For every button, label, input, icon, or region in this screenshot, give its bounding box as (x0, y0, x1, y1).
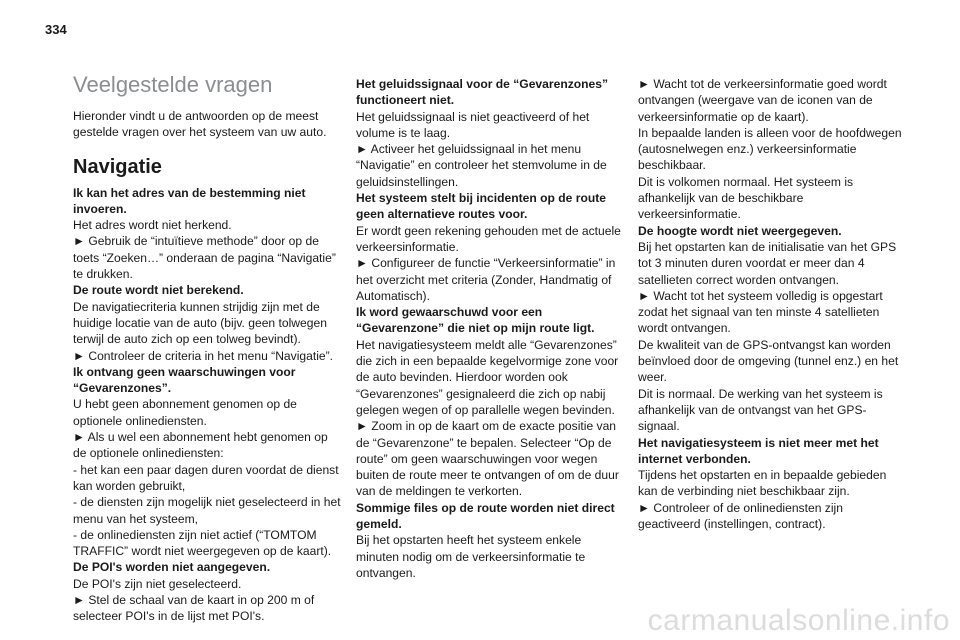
answer-text: Dit is normaal. De werking van het systeem is afhankelijk van de ontvangst van het GPS-signaal. (638, 386, 883, 434)
question-heading: Het systeem stelt bij incidenten op de route geen alternatieve routes voor. (356, 191, 606, 222)
page-number: 334 (45, 22, 67, 37)
answer-text: ► Zoom in op de kaart om de exacte positie van de “Gevarenzone” te bepalen. Selecteer “Op de route” om geen waarschuwingen voor wegen buiten de route meer te ontvangen of om de duur van de meldingen te verkorten. (356, 419, 619, 499)
answer-text: Tijdens het opstarten en in bepaalde gebieden kan de verbinding niet beschikbaar zijn. (638, 468, 887, 499)
answer-text: Bij het opstarten heeft het systeem enkele minuten nodig om de verkeersinformatie te ontvangen. (356, 533, 586, 580)
answer-text: - het kan een paar dagen duren voordat de dienst kan worden gebruikt, (73, 462, 339, 493)
answer-text: Het adres wordt niet herkend. (73, 218, 232, 233)
answer-text: De kwaliteit van de GPS-ontvangst kan worden beïnvloed door de omgeving (tunnel enz.) en het weer. (638, 337, 899, 385)
answer-text: Dit is volkomen normaal. Het systeem is afhankelijk van de beschikbare verkeersinformatie. (638, 174, 854, 222)
column-1-body (73, 185, 341, 625)
answer-text: De navigatiecriteria kunnen strijdig zijn met de huidige locatie van de auto (bijv. geen tolwegen terwijl de auto zich op een tolweg bevindt). (73, 299, 327, 347)
answer-text: ► Als u wel een abonnement hebt genomen op de optionele onlinediensten: (73, 430, 328, 461)
column-1 (73, 72, 341, 625)
question-heading: Het navigatiesysteem is niet meer met het internet verbonden. (638, 435, 879, 466)
answer-text: In bepaalde landen is alleen voor de hoofdwegen (autosnelwegen enz.) verkeersinformatie beschikbaar. (638, 125, 902, 173)
answer-text: Het geluidssignaal is niet geactiveerd of het volume is te laag. (356, 109, 590, 140)
question-heading: De route wordt niet berekend. (73, 283, 244, 298)
question-heading: Het geluidssignaal voor de “Gevarenzones” functioneert niet. (356, 77, 609, 108)
question-heading: Ik word gewaarschuwd voor een “Gevarenzone” die niet op mijn route ligt. (356, 305, 595, 336)
question-heading: Sommige files op de route worden niet direct gemeld. (356, 500, 615, 532)
answer-text: De POI's zijn niet geselecteerd. (73, 576, 242, 591)
navigation-heading: Navigatie (73, 155, 162, 178)
answer-text: - de diensten zijn mogelijk niet geselecteerd in het menu van het systeem, (73, 495, 341, 526)
column-2 (356, 76, 624, 581)
answer-text: ► Wacht tot het systeem volledig is opgestart zodat het signaal van ten minste 4 satellieten wordt ontvangen. (638, 288, 883, 336)
question-heading: De hoogte wordt niet weergegeven. (638, 223, 842, 238)
answer-text: ► Configureer de functie “Verkeersinformatie” in het overzicht met criteria (Zonder, Handmatig of Automatisch). (356, 256, 616, 303)
page-header (0, 0, 960, 58)
question-heading: Ik kan het adres van de bestemming niet invoeren. (73, 185, 306, 216)
answer-text: Bij het opstarten kan de initialisatie van het GPS tot 3 minuten duren voordat er meer dan 4 satellieten correct worden ontvangen. (638, 239, 897, 287)
intro-text: Hieronder vindt u de antwoorden op de meest gestelde vragen over het systeem van uw auto. (73, 109, 327, 140)
column-3-body (638, 76, 908, 532)
watermark: carmanualsonline.info (647, 604, 950, 637)
answer-text: ► Wacht tot de verkeersinformatie goed wordt ontvangen (weergave van de iconen van de verkeersinformatie op de kaart). (638, 77, 887, 124)
question-heading: De POI's worden niet aangegeven. (73, 560, 271, 575)
column-2-body (356, 76, 624, 581)
section-title: Veelgestelde vragen (73, 72, 273, 97)
answer-text: ► Gebruik de “intuïtieve methode” door op de toets “Zoeken…” onderaan de pagina “Navigatie” te drukken. (73, 234, 336, 282)
answer-text: Er wordt geen rekening gehouden met de actuele verkeersinformatie. (356, 223, 621, 254)
answer-text: - de onlinediensten zijn niet actief (“TOMTOM TRAFFIC” wordt niet weergegeven op de kaart). (73, 527, 332, 559)
answer-text: Het navigatiesysteem meldt alle “Gevarenzones” die zich in een bepaalde kegelvormige zone voor de auto bevinden. Hierdoor worden ook “Gevarenzones” gesignaleerd die zich op nabij gelegen wegen of op parallelle wegen bevinden. (356, 337, 619, 417)
question-heading: Ik ontvang geen waarschuwingen voor “Gevarenzones”. (73, 364, 296, 396)
column-3 (638, 76, 908, 532)
answer-text: ► Controleer of de onlinediensten zijn geactiveerd (instellingen, contract). (638, 500, 843, 532)
answer-text: U hebt geen abonnement genomen op de optionele onlinediensten. (73, 397, 297, 428)
answer-text: ► Controleer de criteria in het menu “Navigatie”. (73, 348, 334, 363)
answer-text: ► Activeer het geluidssignaal in het menu “Navigatie” en controleer het stemvolume in de geluidsinstellingen. (356, 142, 607, 189)
answer-text: ► Stel de schaal van de kaart in op 200 m of selecteer POI's in de lijst met POI's. (73, 593, 315, 624)
